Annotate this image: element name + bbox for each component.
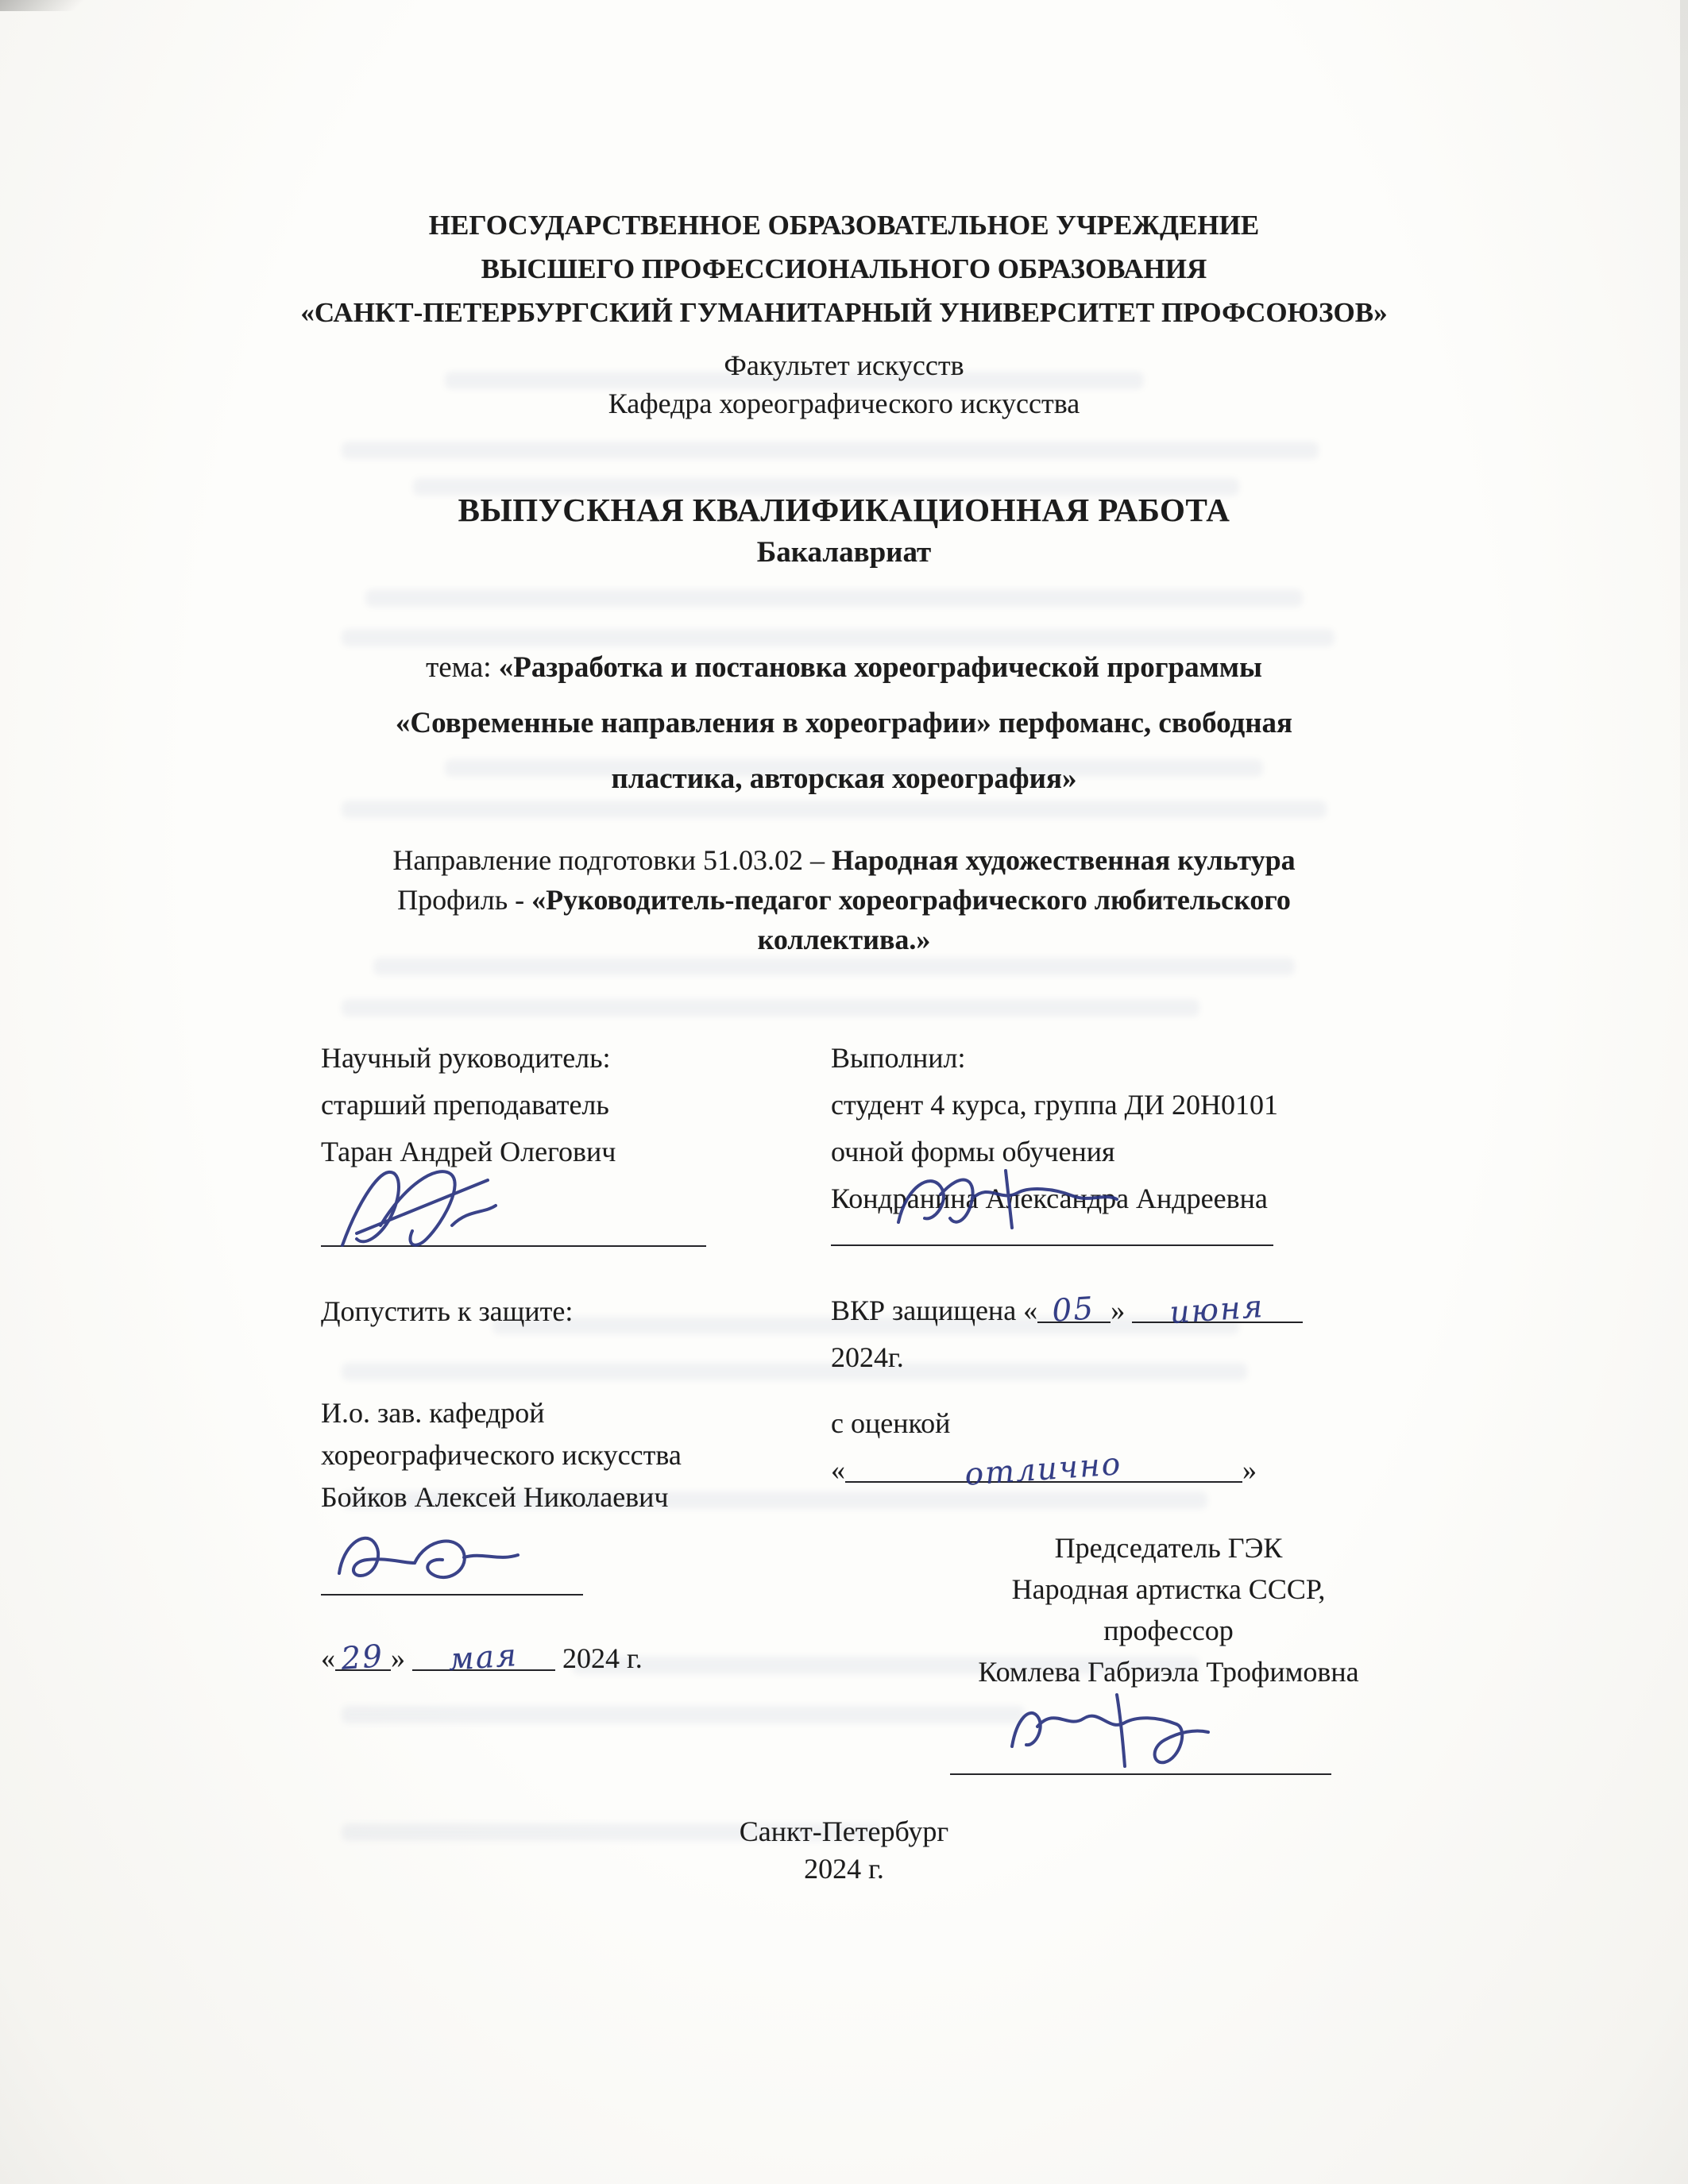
committee-block [946, 1527, 1391, 1692]
department-head-signature [327, 1514, 550, 1605]
student-name: Кондранина Александра Андреевна [831, 1183, 1268, 1214]
profile-value-2: коллектива.» [757, 924, 931, 955]
profile-value-1: «Руководитель-педагог хореографического любительского [531, 884, 1291, 916]
degree-level: Бакалавриат [756, 536, 932, 569]
student-label: Выполнил: [831, 1042, 966, 1074]
committee-chair-name: Комлева Габриэла Трофимовна [978, 1656, 1359, 1688]
institution-line-3: «САНКТ-ПЕТЕРБУРГСКИЙ ГУМАНИТАРНЫЙ УНИВЕРСИТЕТ ПРОФСОЮЗОВ» [300, 297, 1388, 328]
admission-label: Допустить к защите: [321, 1295, 574, 1327]
defense-month-handwritten: июня [1168, 1288, 1266, 1332]
right-column [831, 1035, 1395, 1775]
theme-label: тема: [426, 651, 499, 684]
defense-month-blank [1132, 1288, 1303, 1332]
head-position-1: И.о. зав. кафедрой [321, 1397, 545, 1429]
committee-chair-signature-line [950, 1696, 1331, 1775]
direction-line [0, 840, 1688, 880]
year: 2024 г. [804, 1853, 884, 1885]
theme-text-1: «Разработка и постановка хореографической программы [498, 651, 1262, 684]
direction-value: Народная художественная культура [832, 844, 1296, 876]
quote-close: » [391, 1642, 405, 1674]
day-blank [335, 1638, 391, 1677]
supervisor-name: Таран Андрей Олегович [321, 1136, 616, 1167]
student-info-2: очной формы обучения [831, 1136, 1115, 1167]
institution-line-2: ВЫСШЕГО ПРОФЕССИОНАЛЬНОГО ОБРАЗОВАНИЯ [481, 253, 1207, 284]
institution-line-1: НЕГОСУДАРСТВЕННОЕ ОБРАЗОВАТЕЛЬНОЕ УЧРЕЖДЕНИЕ [428, 210, 1260, 241]
student-signature [886, 1155, 1125, 1254]
scan-edge-artifact [0, 0, 1688, 6]
scan-corner-artifact [0, 0, 95, 11]
grade-handwritten: отлично [964, 1446, 1123, 1493]
left-column [321, 1035, 766, 1682]
department-head-signature-line [321, 1520, 583, 1596]
month-blank [412, 1638, 555, 1679]
head-name: Бойков Алексей Николаевич [321, 1481, 669, 1513]
faculty-block [0, 346, 1688, 423]
defense-date-line [831, 1287, 1395, 1334]
head-position-2: хореографического искусства [321, 1439, 682, 1471]
scan-edge-artifact [1680, 0, 1688, 961]
grade-quote-open: « [831, 1454, 845, 1486]
supervisor-label: Научный руководитель: [321, 1042, 611, 1074]
city: Санкт-Петербург [739, 1815, 949, 1847]
quote-open: « [321, 1642, 335, 1674]
theme-line-3: пластика, авторская хореография» [611, 762, 1077, 795]
theme-block [0, 640, 1688, 807]
grade-blank [845, 1446, 1242, 1493]
admission-year: 2024 г. [562, 1642, 643, 1674]
theme-line-1 [0, 640, 1688, 696]
supervisor-signature-line [321, 1175, 706, 1247]
profile-label: Профиль - [397, 884, 532, 916]
defense-day-blank [1037, 1291, 1111, 1329]
committee-chair-signature [998, 1683, 1236, 1786]
grade-label: с оценкой [831, 1407, 951, 1439]
student-info-1: студент 4 курса, группа ДИ 20Н0101 [831, 1089, 1278, 1121]
defense-quote-close: » [1111, 1295, 1126, 1326]
theme-line-2: «Современные направления в хореографии» перфоманс, свободная [395, 707, 1293, 739]
institution-header [0, 203, 1688, 334]
defense-prefix: ВКР защищена « [831, 1295, 1038, 1326]
work-title: ВЫПУСКНАЯ КВАЛИФИКАЦИОННАЯ РАБОТА [458, 492, 1230, 528]
faculty-name: Факультет искусств [724, 349, 964, 381]
department-head-block [321, 1392, 766, 1518]
month-handwritten: мая [447, 1638, 520, 1679]
grade-line [831, 1447, 1395, 1494]
day-handwritten: 29 [340, 1638, 385, 1677]
program-block [0, 840, 1688, 959]
supervisor-signature [333, 1150, 539, 1261]
direction-label: Направление подготовки 51.03.02 – [392, 844, 832, 876]
defense-year: 2024г. [831, 1341, 904, 1373]
profile-line-1 [0, 880, 1688, 920]
supervisor-position: старший преподаватель [321, 1089, 609, 1121]
admission-date-line [321, 1635, 766, 1682]
work-title-block [0, 488, 1688, 573]
footer-block [0, 1813, 1688, 1888]
defense-day-handwritten: 05 [1051, 1291, 1096, 1329]
committee-chair-honors: Народная артистка СССР, профессор [1011, 1573, 1326, 1646]
committee-title: Председатель ГЭК [1054, 1532, 1283, 1564]
student-signature-line [831, 1222, 1273, 1246]
department-name: Кафедра хореографического искусства [608, 388, 1080, 419]
grade-quote-close: » [1242, 1454, 1257, 1486]
